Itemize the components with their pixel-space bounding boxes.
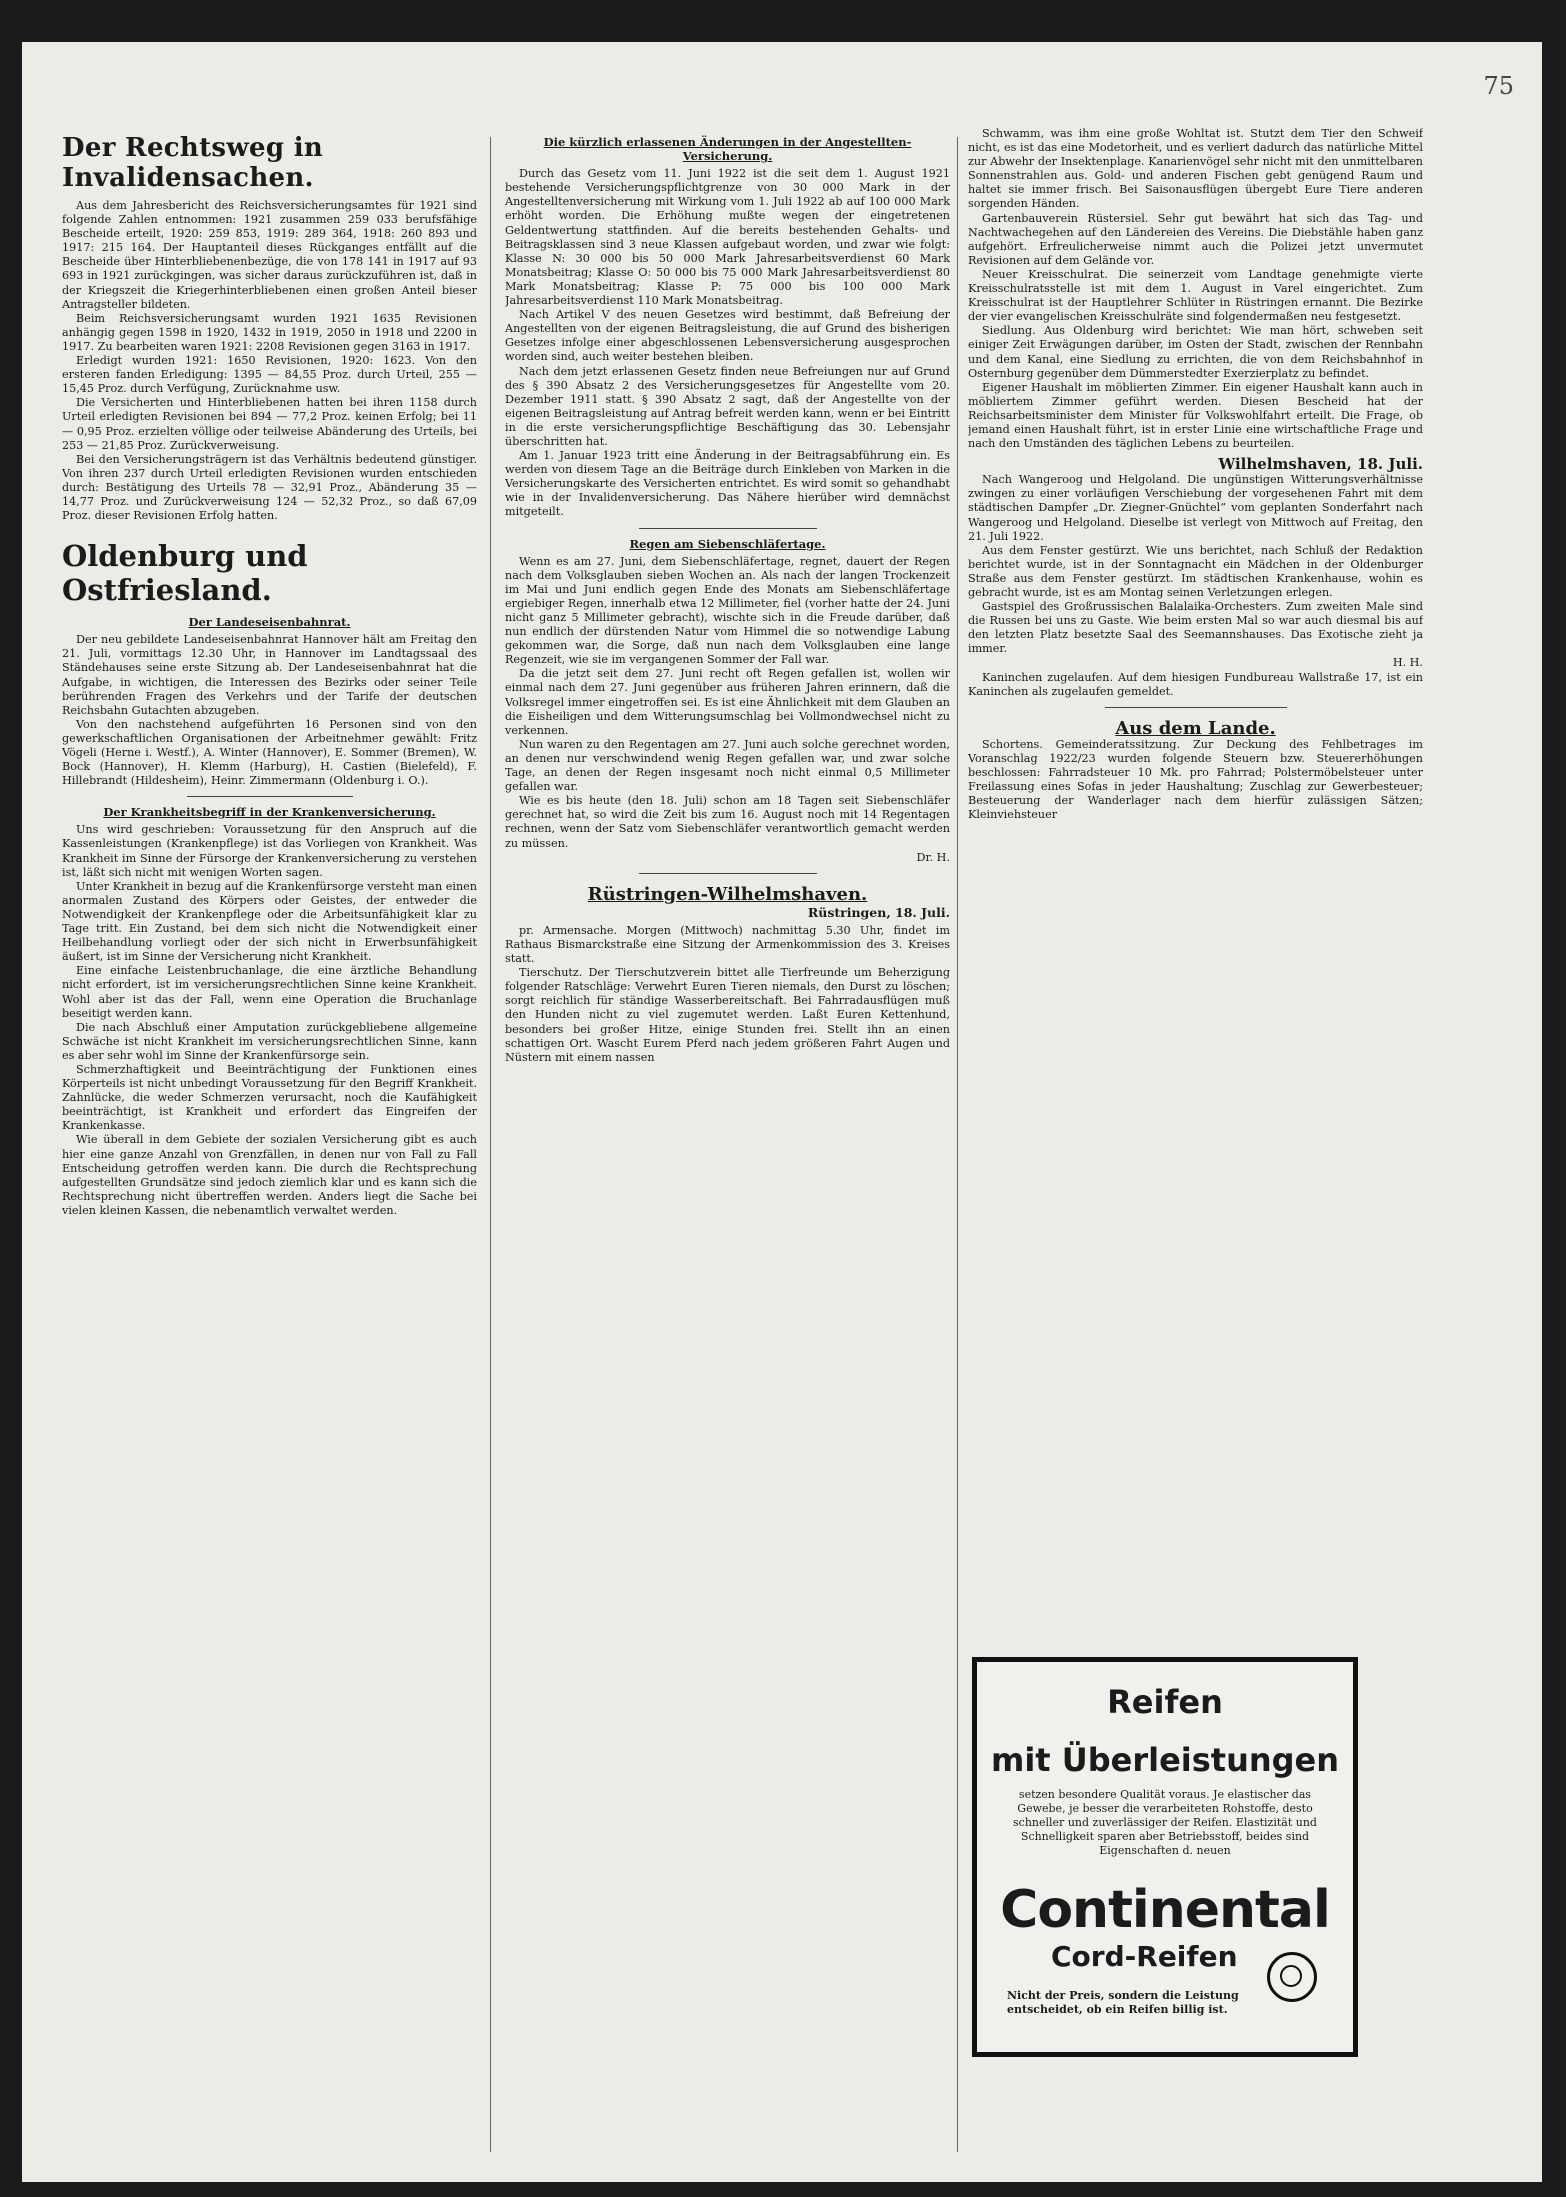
- ad-product: Cord-Reifen: [1051, 1940, 1238, 1973]
- paragraph: Nun waren zu den Regentagen am 27. Juni auch solche gerechnet worden, an denen nur verschwindend wenig Regen gefallen war, und zwar solche Tage, an denen der Regen insgesamt noch nicht einmal 0,5 Millimeter gefallen war.: [505, 737, 950, 794]
- paragraph: Die nach Abschluß einer Amputation zurückgebliebene allgemeine Schwäche ist nicht Krankheit im versicherungsrechtlichen Sinne, kann es aber sehr wohl im Sinne der Krankenfürsorge sein.: [62, 1020, 477, 1062]
- paragraph: Wie überall in dem Gebiete der sozialen Versicherung gibt es auch hier eine ganze Anzahl von Grenzfällen, in denen nur von Fall zu Fall Entscheidung getroffen werden kann. Die durch die Rechtsprechung aufgestellten Grundsätze sind jedoch ziemlich klar und es kann sich die Rechtsprechung nicht übertreffen werden. Anders liegt die Sache bei vielen kleinen Kassen, die nebenamtlich verwaltet werden.: [62, 1133, 477, 1217]
- paragraph: Nach dem jetzt erlassenen Gesetz finden neue Befreiungen nur auf Grund des § 390 Absatz 2 des Versicherungsgesetzes für Angestellte vom 20. Dezember 1911 statt. § 390 Absatz 2 sagt, daß der Angestellte von der eigenen Beitragsleistung auf Antrag befreit werden kann, wenn er bei Eintritt in die erste versicherungspflichtige Beschäftigung das 30. Lebensjahr überschritten hat.: [505, 364, 950, 448]
- paragraph: Aus dem Fenster gestürzt. Wie uns berichtet, nach Schluß der Redaktion berichtet wurde, ist in der Sonntagnacht ein Mädchen in der Oldenburger Straße aus dem Fenster gestürzt. Im städtischen Krankenhause, wohin es gebracht wurde, ist es am Montag seinen Verletzungen erlegen.: [968, 543, 1423, 599]
- column-1: [62, 127, 477, 2162]
- paragraph: Am 1. Januar 1923 tritt eine Änderung in der Beitragsabführung ein. Es werden von diesem Tage an die Beiträge durch Einkleben von Marken in die Versicherungskarte des Versicherten entrichtet. Es wird somit so gehandhabt wie in der Invalidenversicherung. Das Nähere hierüber wird demnächst mitgeteilt.: [505, 449, 950, 519]
- article-subtitle: Der Landeseisenbahnrat.: [188, 615, 351, 630]
- paragraph: Aus dem Jahresbericht des Reichsversicherungsamtes für 1921 sind folgende Zahlen entnommen: 1921 zusammen 259 033 berufsfähige Bescheide erteilt, 1920: 259 853, 1919: 289 364, 1918: 260 893 und 1917: 215 164. Der Hauptanteil dieses Rückganges entfällt auf die Bescheide über Hinterbliebenenbezüge, die von 178 141 in 1917 auf 93 693 in 1921 zurückgingen, was sicher daraus zurückzuführen ist, daß in der Kriegszeit die Kriegerhinterbliebenen einen großen Anteil bieser Antragsteller bildeten.: [62, 199, 477, 311]
- divider: [639, 528, 817, 529]
- horse-emblem-icon: [1267, 1952, 1317, 2002]
- paragraph: Wie es bis heute (den 18. Juli) schon am 18 Tagen seit Siebenschläfer gerechnet hat, so wird die Zeit bis zum 16. August noch mit 14 Regentagen rechnen, wenn der Satz vom Siebenschläfer verantwortlich gemacht werden zu müssen.: [505, 794, 950, 850]
- paragraph: Bei den Versicherungsträgern ist das Verhältnis bedeutend günstiger. Von ihren 237 durch Urteil erledigten Revisionen wurden entschieden durch: Bestätigung des Urteils 78 — 32,91 Proz., Abänderung 35 — 14,77 Proz. und Zurückverweisung 124 — 52,32 Proz., so daß 67,09 Proz. dieser Revisionen Erfolg hatten.: [62, 452, 477, 523]
- section-title: Rüstringen-Wilhelmshaven.: [587, 883, 868, 905]
- paragraph: Nach Artikel V des neuen Gesetzes wird bestimmt, daß Befreiung der Angestellten von der eigenen Beitragsleistung, die auf Grund des bisherigen Gesetzes infolge einer abgeschlossenen Lebensversicherung ausgesprochen worden sind, auch weiter bestehen bleiben.: [505, 308, 950, 364]
- paragraph: Tierschutz. Der Tierschutzverein bittet alle Tierfreunde um Beherzigung folgender Ratschläge: Verwehrt Euren Tieren niemals, den Durst zu löschen; sorgt reichlich für ständige Wasserbereitschaft. Bei Fahrradausflügen muß den Hunden nicht zu viel zugemutet werden. Laßt Euren Kettenhund, besonders bei großer Hitze, einige Stunden frei. Stellt ihn an einen schattigen Ort. Wascht Eurem Pferd nach jedem größeren Fahrt Augen und Nüstern mit einem nassen: [505, 966, 950, 1064]
- paragraph: Schortens. Gemeinderatssitzung. Zur Deckung des Fehlbetrages im Voranschlag 1922/23 wurden folgende Steuern bzw. Steuererhöhungen beschlossen: Fahrradsteuer 10 Mk. pro Fahrrad; Polstermöbelsteuer unter Freilassung eines Sofas in jeder Haushaltung; Zuschlag zur Gewerbesteuer; Besteuerung der Wanderlager nach dem hierfür zulässigen Sätzen; Kleinviehsteuer: [968, 737, 1423, 822]
- article-subtitle: Regen am Siebenschläfertage.: [629, 536, 826, 551]
- newspaper-page: [22, 42, 1542, 2182]
- article-title: Der Rechtsweg in Invalidensachen.: [62, 133, 324, 193]
- paragraph: Nach Wangeroog und Helgoland. Die ungünstigen Witterungsverhältnisse zwingen zu einer vorläufigen Verschiebung der vorgesehenen Fahrt mit dem städtischen Dampfer „Dr. Ziegner-Gnüchtel“ vom geplanten Sonderfahrt nach Wangeroog und Helgoland. Dieselbe ist verlegt von Mittwoch auf Freitag, den 21. Juli 1922.: [968, 473, 1423, 543]
- paragraph: Schwamm, was ihm eine große Wohltat ist. Stutzt dem Tier den Schweif nicht, es ist das eine Modetorheit, und es verliert dadurch das natürliche Mittel zur Abwehr der Insektenplage. Kanarienvögel sehr nicht mit den unmittelbaren Sonnenstrahlen aus. Gold- und anderen Fischen gebt genügend Raum und haltet sie immer frisch. Bei Saisonausflügen übergebt Eure Tiere anderen sorgenden Händen.: [968, 127, 1423, 211]
- paragraph: Erledigt wurden 1921: 1650 Revisionen, 1920: 1623. Von den ersteren fanden Erledigung: 1395 — 84,55 Proz. durch Urteil, 255 — 15,45 Proz. durch Verfügung, Zurücknahme usw.: [62, 354, 477, 396]
- paragraph: Von den nachstehend aufgeführten 16 Personen sind von den gewerkschaftlichen Organisationen der Arbeitnehmer gewählt: Fritz Vögeli (Herne i. Westf.), A. Winter (Hannover), E. Sommer (Bremen), W. Bock (Hannover), H. Klemm (Harburg), H. Castien (Bielefeld), F. Hillebrandt (Hildesheim), Heinr. Zimmermann (Oldenburg i. O.).: [62, 717, 477, 788]
- paragraph: Die Versicherten und Hinterbliebenen hatten bei ihren 1158 durch Urteil erledigten Revisionen bei 894 — 77,2 Proz. keinen Erfolg; bei 11 — 0,95 Proz. erzielten völlige oder teilweise Abänderung des Urteils, bei 253 — 21,85 Proz. Zurückverweisung.: [62, 396, 477, 452]
- author-signature: Dr. H.: [916, 850, 950, 864]
- paragraph: Beim Reichsversicherungsamt wurden 1921 1635 Revisionen anhängig gegen 1598 in 1920, 1432 in 1919, 2050 in 1918 und 2200 in 1917. Zu bearbeiten waren 1921: 2208 Revisionen gegen 3163 in 1917.: [62, 311, 477, 353]
- paragraph: Gastspiel des Großrussischen Balalaika-Orchesters. Zum zweiten Male sind die Russen bei uns zu Gaste. Wie beim ersten Mal so war auch diesmal bis auf den letzten Platz besetzte Saal des Seemannshauses. Das Exotische zieht ja immer.: [968, 600, 1423, 656]
- column-rule: [957, 137, 958, 2152]
- ad-text: setzen besondere Qualität voraus. Je elastischer das Gewebe, je besser die verarbeiteten Rohstoffe, desto schneller und zuverlässiger der Reifen. Elastizität und Schnelligkeit sparen aber Betriebsstoff, beides sind Eigenschaften d. neuen: [1013, 1788, 1317, 1857]
- article-subtitle: Die kürzlich erlassenen Änderungen in der Angestellten-Versicherung.: [543, 135, 912, 164]
- ad-brand: Continental: [1000, 1880, 1330, 1940]
- ad-headline: mit Überleistungen: [990, 1741, 1340, 1779]
- paragraph: Siedlung. Aus Oldenburg wird berichtet: Wie man hört, schweben seit einiger Zeit Erwägungen darüber, im Osten der Stadt, zwischen der Rennbahn und dem Kanal, eine Siedlung zu errichten, die von dem Reichsbahnhof in Osternburg gegenüber dem Dümmerstedter Exerzierplatz zu befindet.: [968, 324, 1423, 380]
- section-title: Oldenburg und Ostfriesland.: [62, 539, 308, 608]
- column-rule: [490, 137, 491, 2152]
- divider: [187, 796, 353, 797]
- paragraph: Neuer Kreisschulrat. Die seinerzeit vom Landtage genehmigte vierte Kreisschulratsstelle ist mit dem 1. August in Varel eingerichtet. Zum Kreisschulrat ist der Hauptlehrer Schlüter in Rüstringen ernannt. Die Bezirke der vier evangelischen Kreisschulräte sind folgendermaßen neu festgesetzt.: [968, 267, 1423, 324]
- divider: [1105, 707, 1287, 708]
- paragraph: Eine einfache Leistenbruchanlage, die eine ärztliche Behandlung nicht erfordert, ist im versicherungsrechtlichen Sinne keine Krankheit. Wohl aber ist das der Fall, wenn eine Operation die Bruchanlage beseitigt werden kann.: [62, 964, 477, 1020]
- continental-advertisement: [972, 1657, 1358, 2057]
- paragraph: Uns wird geschrieben: Voraussetzung für den Anspruch auf die Kassenleistungen (Krankenpflege) ist das Vorliegen von Krankheit. Was Krankheit im Sinne der Fürsorge der Krankenversicherung zu verstehen ist, läßt sich nicht mit wenigen Worten sagen.: [62, 823, 477, 879]
- article-subtitle: Der Krankheitsbegriff in der Krankenversicherung.: [103, 805, 436, 820]
- paragraph: Da die jetzt seit dem 27. Juni recht oft Regen gefallen ist, wollen wir einmal nach dem 27. Juni gegenüber aus früheren Jahren erinnern, daß die Volksregel immer eingetroffen sei. Es ist eine Ähnlichkeit mit dem Glauben an die Eisheiligen und dem Witterungsumschlag bei Vollmondwechsel nicht zu verkennen.: [505, 667, 950, 737]
- dateline: Rüstringen, 18. Juli.: [807, 904, 950, 920]
- column-2: [505, 127, 950, 2162]
- author-signature: H. H.: [1392, 656, 1423, 670]
- paragraph: Durch das Gesetz vom 11. Juni 1922 ist die seit dem 1. August 1921 bestehende Versicherungspflichtgrenze von 30 000 Mark in der Angestelltenversicherung mit Wirkung vom 1. Juli 1922 ab auf 100 000 Mark erhöht worden. Die Erhöhung mußte wegen der eingetretenen Geldentwertung stattfinden. Auf die bereits bestehenden Gehalts- und Beitragsklassen sind 3 neue Klassen aufgebaut worden, und zwar wie folgt: Klasse N: 30 000 bis 50 000 Mark Jahresarbeitsverdienst 60 Mark Monatsbeitrag; Klasse O: 50 000 bis 75 000 Mark Jahresarbeitsverdienst 80 Mark Monatsbeitrag; Klasse P: 75 000 bis 100 000 Mark Jahresarbeitsverdienst 110 Mark Monatsbeitrag.: [505, 167, 950, 308]
- paragraph: pr. Armensache. Morgen (Mittwoch) nachmittag 5.30 Uhr, findet im Rathaus Bismarckstraße eine Sitzung der Armenkommission des 3. Kreises statt.: [505, 923, 950, 966]
- divider: [639, 873, 817, 874]
- paragraph: Eigener Haushalt im möblierten Zimmer. Ein eigener Haushalt kann auch in möbliertem Zimmer geführt werden. Diesen Bescheid hat der Reichsarbeitsminister dem Minister für Volkswohlfahrt erteilt. Die Frage, ob jemand einen Haushalt führt, ist in erster Linie eine wirtschaftliche Frage und nach den Umständen des täglichen Lebens zu beurteilen.: [968, 380, 1423, 451]
- paragraph: Unter Krankheit in bezug auf die Krankenfürsorge versteht man einen anormalen Zustand des Körpers oder Geistes, der entweder die Notwendigkeit der Krankenpflege oder die Arbeitsunfähigkeit klar zu Tage tritt. Ein Zustand, bei dem sich nicht die Notwendigkeit einer Heilbehandlung vorliegt oder der sich nicht in Erwerbsunfähigkeit äußert, ist im Sinne der Versicherung nicht Krankheit.: [62, 879, 477, 964]
- paragraph: Gartenbauverein Rüstersiel. Sehr gut bewährt hat sich das Tag- und Nachtwachegehen auf den Ländereien des Vereins. Die Diebstähle haben ganz aufgehört. Erfreulicherweise nimmt auch die Polizei jetzt unvermutet Revisionen auf dem Gelände vor.: [968, 211, 1423, 267]
- dateline: Wilhelmshaven, 18. Juli.: [1218, 455, 1423, 474]
- page-number: 75: [1483, 72, 1514, 100]
- paragraph: Der neu gebildete Landeseisenbahnrat Hannover hält am Freitag den 21. Juli, vormittags 12.30 Uhr, in Hannover im Landtagssaal des Ständehauses seine erste Sitzung ab. Der Landeseisenbahnrat hat die Aufgabe, in wichtigen, die Interessen des Bezirks oder seiner Teile berührenden Fragen des Verkehrs und der Tarife der deutschen Reichsbahn Gutachten abzugeben.: [62, 633, 477, 717]
- paragraph: Kaninchen zugelaufen. Auf dem hiesigen Fundbureau Wallstraße 17, ist ein Kaninchen als zugelaufen gemeldet.: [968, 670, 1423, 698]
- paragraph: Wenn es am 27. Juni, dem Siebenschläfertage, regnet, dauert der Regen nach dem Volksglauben sieben Wochen an. Als nach der langen Trockenzeit im Mai und Juni endlich gegen Ende des Monats am Siebenschläfertage ergiebiger Regen, innerhalb etwa 12 Millimeter, fiel (vorher hatte der 24. Juni nicht ganz 5 Millimeter gebracht), wischte sich in die Freude darüber, daß nun endlich der dürstenden Natur vom Himmel die so notwendige Labung gekommen war, die Sorge, daß nun nach dem Volksglauben eine lange Regenzeit, wie sie im vergangenen Sommer der Fall war.: [505, 554, 950, 667]
- paragraph: Schmerzhaftigkeit und Beeinträchtigung der Funktionen eines Körperteils ist nicht unbedingt Voraussetzung für den Begriff Krankheit. Zahnlücke, die weder Schmerzen verursacht, noch die Kaufähigkeit beeinträchtigt, ist Krankheit und erfordert das Eingreifen der Krankenkasse.: [62, 1062, 477, 1133]
- ad-footer: Nicht der Preis, sondern die Leistung entscheidet, ob ein Reifen billig ist.: [1007, 1989, 1239, 2016]
- ad-headline: Reifen: [1107, 1683, 1223, 1721]
- section-title: Aus dem Lande.: [1115, 717, 1276, 739]
